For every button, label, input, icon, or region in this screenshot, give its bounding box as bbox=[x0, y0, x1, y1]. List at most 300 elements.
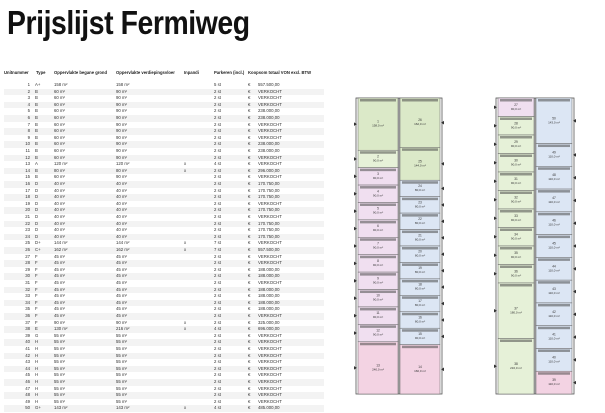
table-cell: 45 m² bbox=[54, 266, 65, 272]
table-cell: 40 m² bbox=[116, 194, 127, 200]
table-cell: 40 m² bbox=[116, 187, 127, 193]
plan-wall-strip bbox=[360, 291, 396, 294]
table-row bbox=[4, 260, 324, 267]
table-cell: 170.750,00 bbox=[258, 187, 280, 193]
table-cell: 188.000,00 bbox=[258, 273, 280, 279]
plan-unit-number: 24 bbox=[418, 183, 422, 188]
plan-unit-number: 3 bbox=[377, 171, 379, 176]
table-cell: € bbox=[248, 392, 251, 398]
table-cell: 39 bbox=[25, 332, 30, 338]
table-cell: 2 st bbox=[214, 154, 221, 160]
table-cell: 2 st bbox=[214, 260, 221, 266]
table-cell: VERKOCHT bbox=[258, 240, 282, 246]
table-cell: 158 m² bbox=[116, 82, 130, 87]
table-cell: 2 st bbox=[214, 134, 221, 140]
table-cell: 2 st bbox=[214, 365, 221, 371]
table-cell: H bbox=[35, 359, 39, 365]
plan-wall-strip bbox=[538, 190, 570, 193]
plan-unit-area: 144,0 m² bbox=[414, 163, 426, 168]
table-cell: 60 m² bbox=[54, 108, 65, 114]
plan-unit bbox=[400, 147, 444, 180]
plan-unit-area: 80,0 m² bbox=[414, 204, 426, 209]
plan-unit-area: 240,0 m² bbox=[372, 367, 384, 372]
plan-unit bbox=[400, 295, 444, 311]
table-cell: 44 bbox=[25, 365, 30, 371]
plan-wall-strip bbox=[500, 229, 532, 232]
table-cell: 2 st bbox=[214, 379, 221, 384]
table-cell: 238.000,00 bbox=[258, 108, 280, 114]
table-cell: 2 bbox=[27, 88, 30, 94]
plan-unit-number: 37 bbox=[514, 306, 518, 311]
column-header: Oppervlakte verdiepingsvloer bbox=[116, 70, 175, 75]
table-cell: € bbox=[248, 161, 251, 167]
table-row bbox=[4, 320, 324, 327]
table-cell: 2 st bbox=[214, 392, 221, 398]
plan-unit-area: 110,0 m² bbox=[548, 359, 560, 364]
table-cell: 2 st bbox=[214, 167, 221, 173]
table-row bbox=[4, 293, 324, 300]
table-cell: 55 m² bbox=[54, 365, 65, 371]
table-cell: 45 bbox=[25, 372, 30, 378]
table-cell: 16 bbox=[25, 181, 30, 186]
table-cell: € bbox=[248, 359, 251, 365]
table-cell: € bbox=[248, 101, 251, 107]
table-cell: 2 st bbox=[214, 313, 221, 318]
table-cell: 188.000,00 bbox=[258, 306, 280, 312]
table-cell: 80 m² bbox=[54, 167, 65, 173]
table-row bbox=[4, 155, 324, 162]
table-cell: 40 m² bbox=[116, 233, 127, 239]
plan-unit bbox=[400, 180, 444, 196]
table-row bbox=[4, 386, 324, 393]
table-cell: 55 m² bbox=[116, 346, 127, 351]
table-cell: 144 m² bbox=[54, 240, 68, 246]
table-cell: 40 m² bbox=[54, 187, 65, 193]
table-cell: 36 bbox=[25, 313, 30, 318]
plan-unit-area: 90,0 m² bbox=[510, 236, 522, 241]
plan-unit-area: 90,0 m² bbox=[510, 143, 522, 148]
plan-unit-number: 49 bbox=[552, 150, 556, 155]
table-cell: 216 m² bbox=[116, 326, 130, 332]
table-cell: 90 m² bbox=[116, 88, 127, 94]
plan-unit bbox=[354, 290, 398, 307]
table-cell: € bbox=[248, 88, 251, 94]
table-cell: 45 m² bbox=[116, 306, 127, 312]
plan-unit-area: 90,0 m² bbox=[510, 106, 522, 111]
table-cell: 60 m² bbox=[54, 174, 65, 180]
plan-unit bbox=[536, 348, 576, 371]
table-cell: € bbox=[248, 266, 251, 272]
plan-unit-area: 90,0 m² bbox=[510, 125, 522, 130]
table-cell: € bbox=[248, 273, 251, 279]
table-cell: 2 st bbox=[214, 339, 221, 345]
plan-wall-strip bbox=[360, 186, 396, 189]
table-cell: 45 m² bbox=[116, 266, 127, 272]
table-cell: 188.000,00 bbox=[258, 299, 280, 305]
table-cell: € bbox=[248, 253, 251, 259]
table-cell: VERKOCHT bbox=[258, 339, 282, 345]
table-cell: 4 st bbox=[214, 405, 221, 411]
plan-unit-number: 30 bbox=[514, 158, 518, 163]
page-title: Prijslijst Fermiweg bbox=[7, 4, 250, 41]
table-cell: 188.000,00 bbox=[258, 293, 280, 299]
table-cell: 2 st bbox=[214, 359, 221, 365]
column-header: Oppervlakte begane grond bbox=[54, 70, 108, 75]
table-cell: E bbox=[35, 326, 38, 332]
plan-unit-area: 80,0 m² bbox=[414, 253, 426, 258]
plan-unit-area: 110,0 m² bbox=[548, 199, 560, 204]
plan-unit-area: 90,0 m² bbox=[414, 335, 426, 340]
table-row bbox=[4, 221, 324, 228]
table-cell: VERKOCHT bbox=[258, 95, 282, 101]
plan-wall-strip bbox=[360, 151, 396, 154]
table-cell: VERKOCHT bbox=[258, 154, 282, 160]
plan-unit-area: 90,0 m² bbox=[372, 193, 384, 198]
floor-plan-left bbox=[352, 96, 446, 396]
table-cell: 33 bbox=[25, 293, 30, 299]
table-cell: € bbox=[248, 372, 251, 378]
table-cell: 2 st bbox=[214, 88, 221, 94]
table-cell: € bbox=[248, 247, 251, 252]
plan-unit-number: 33 bbox=[514, 213, 518, 218]
table-cell: D bbox=[35, 214, 39, 219]
table-cell: 10 bbox=[25, 141, 30, 147]
table-cell: € bbox=[248, 174, 251, 180]
table-cell: € bbox=[248, 240, 251, 246]
plan-wall-strip bbox=[360, 238, 396, 241]
table-cell: 21 bbox=[25, 214, 30, 219]
table-cell: F bbox=[35, 313, 38, 318]
table-cell: 2 st bbox=[214, 227, 221, 233]
table-cell: 4 bbox=[27, 101, 30, 107]
table-cell: 2 st bbox=[214, 95, 221, 101]
table-cell: 25 bbox=[25, 240, 30, 246]
plan-wall-strip bbox=[538, 145, 570, 148]
table-cell: 4 st bbox=[214, 326, 221, 332]
plan-unit-area: 90,0 m² bbox=[372, 262, 384, 267]
table-cell: € bbox=[248, 141, 251, 147]
table-cell: 2 st bbox=[214, 266, 221, 272]
table-cell: 40 m² bbox=[54, 194, 65, 200]
floor-plan-right bbox=[492, 96, 578, 396]
plan-unit-number: 38 bbox=[514, 361, 518, 366]
table-cell: VERKOCHT bbox=[258, 359, 282, 365]
table-cell: 2 st bbox=[214, 352, 221, 358]
plan-unit-area: 90,0 m² bbox=[372, 228, 384, 233]
plan-unit-number: 29 bbox=[514, 139, 518, 144]
table-cell: 38 bbox=[25, 326, 30, 332]
table-cell: 18 bbox=[25, 194, 30, 200]
table-cell: H bbox=[35, 352, 39, 358]
table-cell: VERKOCHT bbox=[258, 214, 282, 219]
table-cell: 41 bbox=[25, 346, 30, 351]
plan-unit-number: 4 bbox=[377, 189, 379, 194]
table-cell: F bbox=[35, 280, 38, 285]
table-cell: 28 bbox=[25, 260, 30, 266]
table-cell: 14 bbox=[25, 167, 30, 173]
table-cell: 2 st bbox=[214, 121, 221, 127]
table-cell: 27 bbox=[25, 253, 30, 259]
table-cell: B bbox=[35, 148, 38, 153]
table-cell: € bbox=[248, 220, 251, 226]
table-cell: € bbox=[248, 187, 251, 193]
table-row bbox=[4, 280, 324, 287]
table-cell: F bbox=[35, 266, 38, 272]
table-cell: VERKOCHT bbox=[258, 352, 282, 358]
plan-unit-area: 143,0 m² bbox=[548, 120, 560, 125]
table-cell: € bbox=[248, 233, 251, 239]
table-cell: 40 m² bbox=[54, 233, 65, 239]
table-cell: VERKOCHT bbox=[258, 346, 282, 351]
table-cell: B bbox=[35, 134, 38, 140]
table-cell: 7 bbox=[27, 121, 30, 127]
table-cell: 2 st bbox=[214, 332, 221, 338]
plan-unit bbox=[354, 342, 398, 394]
table-cell: € bbox=[248, 385, 251, 391]
table-cell: B bbox=[35, 154, 38, 160]
plan-unit-number: 13 bbox=[376, 363, 380, 368]
table-row bbox=[4, 128, 324, 135]
table-cell: 40 m² bbox=[116, 227, 127, 233]
table-cell: 2 st bbox=[214, 398, 221, 404]
table-cell: 40 m² bbox=[54, 227, 65, 233]
table-cell: 7 st bbox=[214, 240, 221, 246]
table-cell: 45 m² bbox=[116, 260, 127, 266]
table-cell: 90 m² bbox=[116, 95, 127, 101]
plan-unit-area: 90,0 m² bbox=[372, 280, 384, 285]
plan-unit bbox=[400, 279, 444, 295]
plan-unit-number: 15 bbox=[418, 331, 422, 336]
table-cell: € bbox=[248, 108, 251, 114]
table-cell: 40 m² bbox=[54, 200, 65, 206]
table-row bbox=[4, 240, 324, 247]
table-cell: 40 m² bbox=[116, 220, 127, 226]
plan-unit-number: 5 bbox=[377, 206, 379, 211]
plan-wall-strip bbox=[538, 349, 570, 352]
plan-unit-area: 110,0 m² bbox=[548, 382, 560, 387]
plan-unit bbox=[536, 257, 576, 280]
plan-unit-area: 90,0 m² bbox=[510, 180, 522, 185]
table-cell: 557.500,00 bbox=[258, 82, 280, 87]
plan-unit-area: 90,0 m² bbox=[510, 273, 522, 278]
table-cell: 696.000,00 bbox=[258, 326, 280, 332]
table-cell: VERKOCHT bbox=[258, 174, 282, 180]
table-cell: VERKOCHT bbox=[258, 332, 282, 338]
table-row bbox=[4, 306, 324, 313]
table-cell: 55 m² bbox=[54, 352, 65, 358]
table-cell: A+ bbox=[35, 82, 41, 87]
plan-unit-area: 110,0 m² bbox=[548, 222, 560, 227]
table-cell: 55 m² bbox=[116, 372, 127, 378]
table-cell: VERKOCHT bbox=[258, 385, 282, 391]
plan-unit-area: 110,0 m² bbox=[548, 177, 560, 182]
table-cell: 60 m² bbox=[54, 148, 65, 153]
plan-unit-area: 90,0 m² bbox=[372, 332, 384, 337]
plan-unit-area: 90,0 m² bbox=[510, 162, 522, 167]
table-cell: 45 m² bbox=[116, 280, 127, 285]
plan-unit-number: 8 bbox=[377, 258, 379, 263]
plan-unit-number: 17 bbox=[418, 299, 422, 304]
table-row bbox=[4, 405, 324, 412]
plan-unit bbox=[536, 166, 576, 189]
table-cell: 2 st bbox=[214, 233, 221, 239]
table-cell: 45 m² bbox=[116, 313, 127, 318]
table-cell: F bbox=[35, 273, 38, 279]
table-cell: € bbox=[248, 148, 251, 153]
plan-unit-number: 25 bbox=[418, 159, 422, 164]
table-cell: € bbox=[248, 326, 251, 332]
table-cell: 7 st bbox=[214, 247, 221, 252]
table-cell: 45 m² bbox=[116, 286, 127, 292]
plan-wall-strip bbox=[360, 273, 396, 276]
table-cell: 55 m² bbox=[54, 379, 65, 384]
table-cell: 143 m² bbox=[116, 405, 130, 411]
table-cell: 55 m² bbox=[54, 392, 65, 398]
table-cell: D bbox=[35, 194, 39, 200]
table-cell: 9 bbox=[27, 134, 30, 140]
table-cell: x bbox=[184, 247, 187, 252]
table-cell: B bbox=[35, 101, 38, 107]
plan-wall-strip bbox=[500, 266, 532, 269]
table-cell: 325.000,00 bbox=[258, 319, 280, 325]
table-cell: € bbox=[248, 379, 251, 384]
table-cell: G bbox=[35, 332, 39, 338]
plan-unit bbox=[536, 303, 576, 326]
table-cell: 55 m² bbox=[54, 372, 65, 378]
table-cell: 2 st bbox=[214, 174, 221, 180]
table-cell: B bbox=[35, 115, 38, 120]
plan-unit bbox=[494, 191, 534, 210]
table-cell: 17 bbox=[25, 187, 30, 193]
table-cell: VERKOCHT bbox=[258, 379, 282, 384]
table-cell: VERKOCHT bbox=[258, 200, 282, 206]
plan-unit bbox=[400, 98, 444, 147]
table-row bbox=[4, 267, 324, 274]
table-cell: 31 bbox=[25, 280, 30, 285]
plan-unit-number: 32 bbox=[514, 195, 518, 200]
table-cell: 55 m² bbox=[116, 352, 127, 358]
table-cell: 55 m² bbox=[116, 379, 127, 384]
table-cell: 45 m² bbox=[54, 293, 65, 299]
table-cell: 2 st bbox=[214, 346, 221, 351]
table-cell: 3 bbox=[27, 95, 30, 101]
table-cell: € bbox=[248, 200, 251, 206]
table-cell: VERKOCHT bbox=[258, 313, 282, 318]
table-cell: 32 bbox=[25, 286, 30, 292]
table-cell: F bbox=[35, 253, 38, 259]
table-cell: € bbox=[248, 319, 251, 325]
table-cell: B bbox=[35, 128, 38, 134]
plan-wall-strip bbox=[500, 247, 532, 250]
table-row bbox=[4, 214, 324, 221]
plan-unit-number: 9 bbox=[377, 276, 379, 281]
table-cell: 60 m² bbox=[54, 88, 65, 94]
table-cell: € bbox=[248, 280, 251, 285]
table-cell: 40 m² bbox=[54, 181, 65, 186]
table-cell: D bbox=[35, 200, 39, 206]
table-cell: 45 m² bbox=[54, 280, 65, 285]
table-cell: 55 m² bbox=[116, 332, 127, 338]
table-cell: C+ bbox=[35, 247, 41, 252]
plan-unit bbox=[536, 235, 576, 258]
table-cell: € bbox=[248, 286, 251, 292]
table-cell: D bbox=[35, 227, 39, 233]
table-cell: B bbox=[35, 95, 38, 101]
plan-wall-strip bbox=[538, 327, 570, 330]
plan-unit-number: 10 bbox=[376, 293, 380, 298]
table-row bbox=[4, 273, 324, 280]
table-cell: 90 m² bbox=[116, 154, 127, 160]
plan-wall-strip bbox=[360, 169, 396, 172]
table-cell: B bbox=[35, 167, 38, 173]
table-cell: B bbox=[35, 121, 38, 127]
table-cell: H bbox=[35, 365, 39, 371]
plan-unit bbox=[536, 371, 576, 394]
table-cell: VERKOCHT bbox=[258, 372, 282, 378]
plan-unit-number: 50 bbox=[552, 116, 556, 121]
table-cell: 60 m² bbox=[54, 115, 65, 120]
plan-unit-area: 90,0 m² bbox=[510, 199, 522, 204]
table-cell: 26 bbox=[25, 247, 30, 252]
table-cell: 170.750,00 bbox=[258, 233, 280, 239]
table-cell: 170.750,00 bbox=[258, 227, 280, 233]
table-cell: 45 m² bbox=[54, 286, 65, 292]
plan-unit bbox=[354, 307, 398, 324]
table-cell: 158 m² bbox=[54, 82, 68, 87]
table-cell: 2 st bbox=[214, 385, 221, 391]
table-cell: VERKOCHT bbox=[258, 128, 282, 134]
plan-unit-number: 18 bbox=[418, 282, 422, 287]
table-cell: B bbox=[35, 88, 38, 94]
table-cell: 2 st bbox=[214, 200, 221, 206]
plan-wall-strip bbox=[538, 99, 570, 102]
plan-unit bbox=[354, 324, 398, 341]
plan-wall-strip bbox=[500, 136, 532, 139]
table-cell: 11 bbox=[25, 148, 30, 153]
table-cell: 55 m² bbox=[116, 339, 127, 345]
plan-unit-number: 27 bbox=[514, 102, 518, 107]
plan-unit-number: 43 bbox=[552, 287, 556, 292]
table-cell: D bbox=[35, 181, 39, 186]
table-cell: F bbox=[35, 260, 38, 266]
plan-unit bbox=[354, 202, 398, 219]
table-cell: 2 st bbox=[214, 101, 221, 107]
table-cell: H bbox=[35, 339, 39, 345]
table-cell: 238.000,00 bbox=[258, 141, 280, 147]
table-cell: VERKOCHT bbox=[258, 260, 282, 266]
table-cell: 6 bbox=[27, 115, 30, 120]
table-cell: x bbox=[184, 161, 187, 167]
plan-unit-number: 45 bbox=[552, 241, 556, 246]
table-cell: 162 m² bbox=[116, 247, 130, 252]
column-header: Koopsom totaal VON excl. BTW bbox=[248, 70, 312, 75]
table-cell: 45 m² bbox=[116, 299, 127, 305]
plan-unit-area: 90,0 m² bbox=[372, 158, 384, 163]
table-cell: 47 bbox=[25, 385, 30, 391]
table-cell: F bbox=[35, 286, 38, 292]
table-cell: D+ bbox=[35, 240, 41, 246]
plan-unit-area: 110,0 m² bbox=[548, 313, 560, 318]
plan-unit-number: 44 bbox=[552, 264, 556, 269]
table-row bbox=[4, 379, 324, 386]
table-cell: 45 m² bbox=[54, 253, 65, 259]
plan-unit bbox=[400, 262, 444, 278]
table-cell: 120 m² bbox=[54, 161, 68, 167]
table-cell: VERKOCHT bbox=[258, 101, 282, 107]
table-row bbox=[4, 174, 324, 181]
plan-unit-area: 180,0 m² bbox=[510, 310, 522, 315]
table-cell: 60 m² bbox=[54, 95, 65, 101]
